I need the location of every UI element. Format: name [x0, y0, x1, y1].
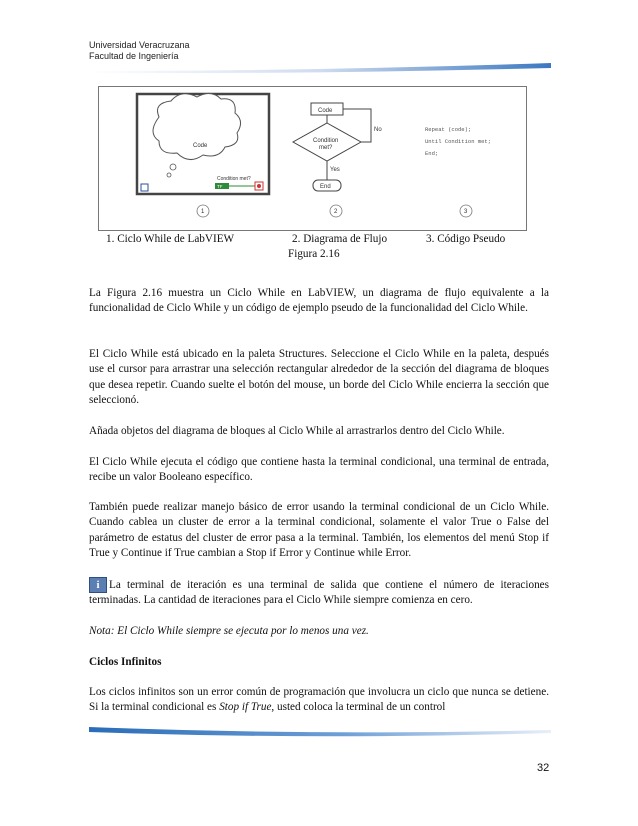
lv-condition-label: Condition met? [217, 176, 251, 182]
caption-pseudo: 3. Código Pseudo [426, 233, 506, 245]
paragraph-2: El Ciclo While está ubicado en la paleta Structures. Seleccione el Ciclo While en la paleta, después use el cursor para arrastrar una selección rectangular alrededor de la sección del diagrama de bloques que desea repetir. Cuando suelte el botón del mouse, un borde del Ciclo While encierra la sección que seleccionó. [89, 348, 549, 407]
section-heading: Ciclos Infinitos [89, 656, 162, 668]
footer-bar [89, 724, 551, 740]
paragraph-1: La Figura 2.16 muestra un Ciclo While en LabVIEW, un diagrama de flujo equivalente a la funcionalidad de Ciclo While y un código de ejemplo pseudo de la funcionalidad del Ciclo While. [89, 287, 549, 315]
paragraph-6: La terminal de iteración es una terminal de salida que contiene el número de iteraciones terminadas. La cantidad de iteraciones para el Ciclo While siempre comienza en cero. [89, 579, 549, 607]
caption-labview: 1. Ciclo While de LabVIEW [106, 233, 235, 245]
figure-label: Figura 2.16 [288, 248, 340, 260]
figure-num-2: 2 [334, 209, 338, 215]
header-faculty: Facultad de Ingeniería [89, 51, 179, 61]
paragraph-7-emphasis: Stop if True [219, 701, 272, 714]
flow-condition-l1: Condition [313, 138, 339, 144]
paragraph-7 [89, 685, 549, 716]
flow-condition-l2: met? [319, 145, 333, 151]
paragraph-7-a: Los ciclos infinitos son un error común de programación que involucra un ciclo que nunca se detiene. Si la terminal condicional es [89, 686, 549, 714]
pseudo-line-2: Until Condition met; [425, 138, 492, 145]
pseudo-line-1: Repeat (code); [425, 126, 472, 133]
paragraph-7-b: , usted coloca la terminal de un control [271, 701, 446, 714]
note: Nota: El Ciclo While siempre se ejecuta por lo menos una vez. [89, 625, 369, 637]
page-number: 32 [537, 762, 550, 774]
figure-2-16 [98, 86, 527, 231]
figure-num-1: 1 [201, 209, 205, 215]
figure-num-3: 3 [464, 209, 468, 215]
flow-yes-label: Yes [330, 167, 340, 173]
header-university: Universidad Veracruzana [89, 40, 190, 50]
paragraph-5: También puede realizar manejo básico de error usando la terminal condicional de un Ciclo While. Cuando cablea un cluster de error a la terminal condicional, solamente el valor True o False del parámetro de estatus del cluster de error pasa a la terminal. También, los elementos del menú Stop if True y Continue if True cambian a Stop if Error y Continue while Error. [89, 501, 549, 560]
header-bar [89, 62, 551, 74]
flow-no-label: No [374, 127, 382, 133]
paragraph-3: Añada objetos del diagrama de bloques al Ciclo While al arrastrarlos dentro del Ciclo While. [89, 425, 505, 437]
paragraph-4: El Ciclo While ejecuta el código que contiene hasta la terminal condicional, una terminal de entrada, recibe un valor Booleano específico. [89, 456, 549, 484]
figure-diagram [99, 87, 526, 230]
tf-indicator-label: TF [217, 184, 223, 189]
iteration-terminal [141, 184, 148, 191]
flow-end-label: End [320, 184, 331, 190]
caption-flowchart: 2. Diagrama de Flujo [292, 233, 388, 245]
flow-code-label: Code [318, 108, 333, 114]
cloud-code-label: Code [193, 143, 208, 149]
pseudo-line-3: End; [425, 150, 439, 157]
info-icon-letter: i [96, 579, 100, 591]
